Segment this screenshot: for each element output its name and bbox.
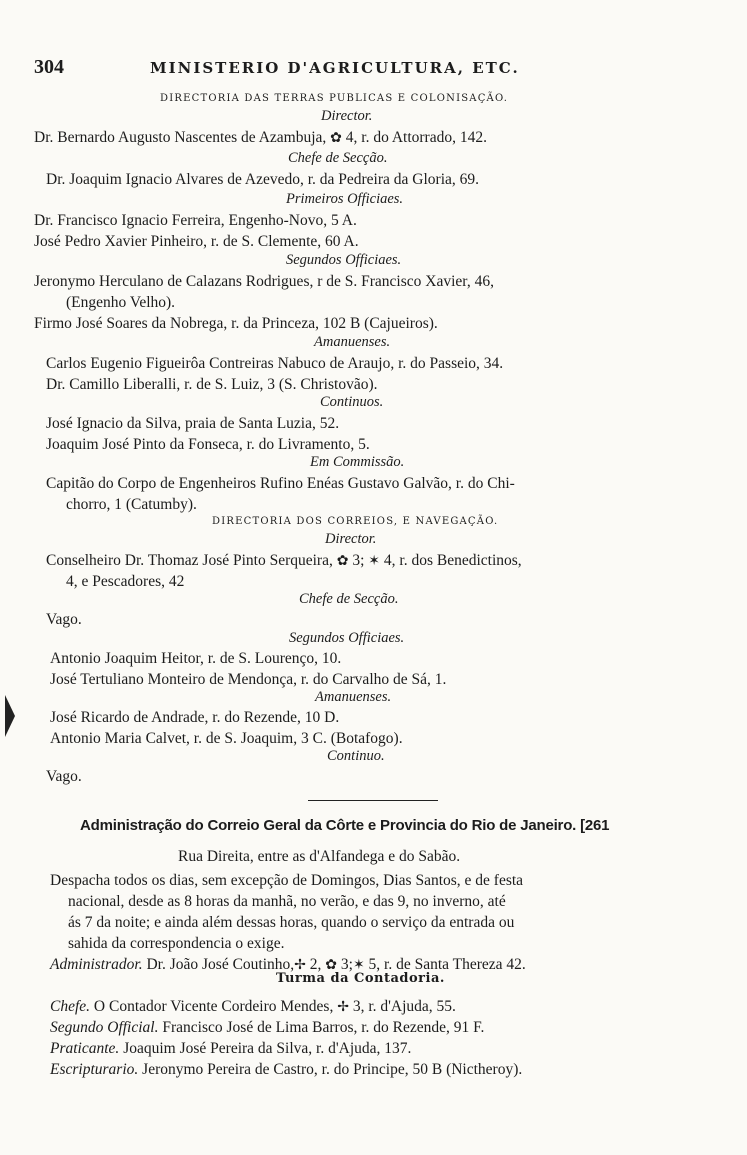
entry-continuo: Vago.	[46, 768, 82, 785]
entry-amanuense: Antonio Maria Calvet, r. de S. Joaquim, 3 C. (Botafogo).	[50, 730, 403, 747]
entry-commissao: Capitão do Corpo de Engenheiros Rufino Enéas Gustavo Galvão, r. do Chi-	[46, 475, 515, 492]
entry-primeiro: Dr. Francisco Ignacio Ferreira, Engenho-Novo, 5 A.	[34, 212, 357, 229]
role-amanuenses: Amanuenses.	[314, 334, 391, 350]
role-segundos: Segundos Officiaes.	[286, 252, 402, 268]
address-line: Rua Direita, entre as d'Alfandega e do Sabão.	[178, 848, 461, 865]
entry-segundo: Firmo José Soares da Nobrega, r. da Princeza, 102 B (Cajueiros).	[34, 315, 438, 332]
role-director: Director.	[321, 108, 373, 124]
role-chefe: Chefe de Secção.	[288, 150, 388, 166]
entry-director: Conselheiro Dr. Thomaz José Pinto Serqueira, ✿ 3; ✶ 4, r. dos Benedictinos,	[46, 552, 522, 569]
entry-staff: Escripturario. Jeronymo Pereira de Castro, r. do Principe, 50 B (Nictheroy).	[50, 1061, 523, 1078]
section-heading-correio-geral: Administração do Correio Geral da Côrte e Provincia do Rio de Janeiro. [261	[80, 817, 610, 834]
role-amanuenses: Amanuenses.	[315, 689, 392, 705]
entry-commissao-cont: chorro, 1 (Catumby).	[66, 496, 197, 513]
entry-amanuense: Dr. Camillo Liberalli, r. de S. Luiz, 3 (S. Christovão).	[46, 376, 378, 393]
entry-continuo: Joaquim José Pinto da Fonseca, r. do Livramento, 5.	[46, 436, 370, 453]
hours-paragraph-line: sahida da correspondencia o exige.	[68, 935, 285, 952]
entry-segundo: Antonio Joaquim Heitor, r. de S. Lourenço, 10.	[50, 650, 342, 667]
page-header	[30, 56, 710, 82]
page-title: MINISTERIO D'AGRICULTURA, ETC.	[150, 59, 520, 77]
role-segundos: Segundos Officiaes.	[289, 630, 405, 646]
role-director: Director.	[325, 531, 377, 547]
role-chefe: Chefe de Secção.	[299, 591, 399, 607]
entry-amanuense: Carlos Eugenio Figueirôa Contreiras Nabuco de Araujo, r. do Passeio, 34.	[46, 355, 504, 372]
star-icon: ✶	[368, 554, 381, 569]
section-divider	[308, 800, 438, 801]
entry-amanuense: José Ricardo de Andrade, r. do Rezende, 10 D.	[50, 709, 340, 726]
entry-chefe: Vago.	[46, 611, 82, 628]
section-title-correios: DIRECTORIA DOS CORREIOS, E NAVEGAÇÃO.	[212, 516, 499, 527]
margin-mark	[4, 695, 16, 737]
page-number: 304	[34, 56, 64, 78]
entry-continuo: José Ignacio da Silva, praia de Santa Luzia, 52.	[46, 415, 340, 432]
entry-administrador: Administrador. Dr. João José Coutinho,✢ 2, ✿ 3;✶ 5, r. de Santa Thereza 42.	[50, 956, 526, 973]
section-title-terras: DIRECTORIA DAS TERRAS PUBLICAS E COLONISAÇÃO.	[160, 93, 509, 104]
hours-paragraph-line: Despacha todos os dias, sem excepção de Domingos, Dias Santos, e de festa	[50, 872, 524, 889]
entry-chefe: Dr. Joaquim Ignacio Alvares de Azevedo, r. da Pedreira da Gloria, 69.	[46, 171, 480, 188]
entry-segundo: Jeronymo Herculano de Calazans Rodrigues, r de S. Francisco Xavier, 46,	[34, 273, 494, 290]
hours-paragraph-line: nacional, desde as 8 horas da manhã, no verão, e das 9, no inverno, até	[68, 893, 506, 910]
entry-director-cont: 4, e Pescadores, 42	[66, 573, 185, 590]
role-continuos: Continuos.	[320, 394, 384, 410]
role-continuo: Continuo.	[327, 748, 385, 764]
star-icon: ✶	[352, 958, 365, 973]
cross-icon: ✢	[337, 1000, 349, 1015]
rose-icon: ✿	[330, 131, 342, 146]
entry-segundo: José Tertuliano Monteiro de Mendonça, r. do Carvalho de Sá, 1.	[50, 671, 447, 688]
role-commissao: Em Commissão.	[310, 454, 405, 470]
cross-icon: ✢	[294, 958, 306, 973]
entry-segundo-cont: (Engenho Velho).	[66, 294, 176, 311]
role-primeiros: Primeiros Officiaes.	[286, 191, 404, 207]
subheading-turma: Turma da Contadoria.	[276, 971, 445, 986]
entry-staff: Praticante. Joaquim José Pereira da Silva, r. d'Ajuda, 137.	[50, 1040, 412, 1057]
rose-icon: ✿	[325, 958, 337, 973]
hours-paragraph-line: ás 7 da noite; e ainda além dessas horas, quando o serviço da entrada ou	[68, 914, 515, 931]
entry-primeiro: José Pedro Xavier Pinheiro, r. de S. Clemente, 60 A.	[34, 233, 359, 250]
entry-staff: Chefe. O Contador Vicente Cordeiro Mendes, ✢ 3, r. d'Ajuda, 55.	[50, 998, 456, 1015]
entry-staff: Segundo Official. Francisco José de Lima Barros, r. do Rezende, 91 F.	[50, 1019, 485, 1036]
entry-director: Dr. Bernardo Augusto Nascentes de Azambuja, ✿ 4, r. do Attorrado, 142.	[34, 129, 487, 146]
rose-icon: ✿	[336, 554, 349, 569]
